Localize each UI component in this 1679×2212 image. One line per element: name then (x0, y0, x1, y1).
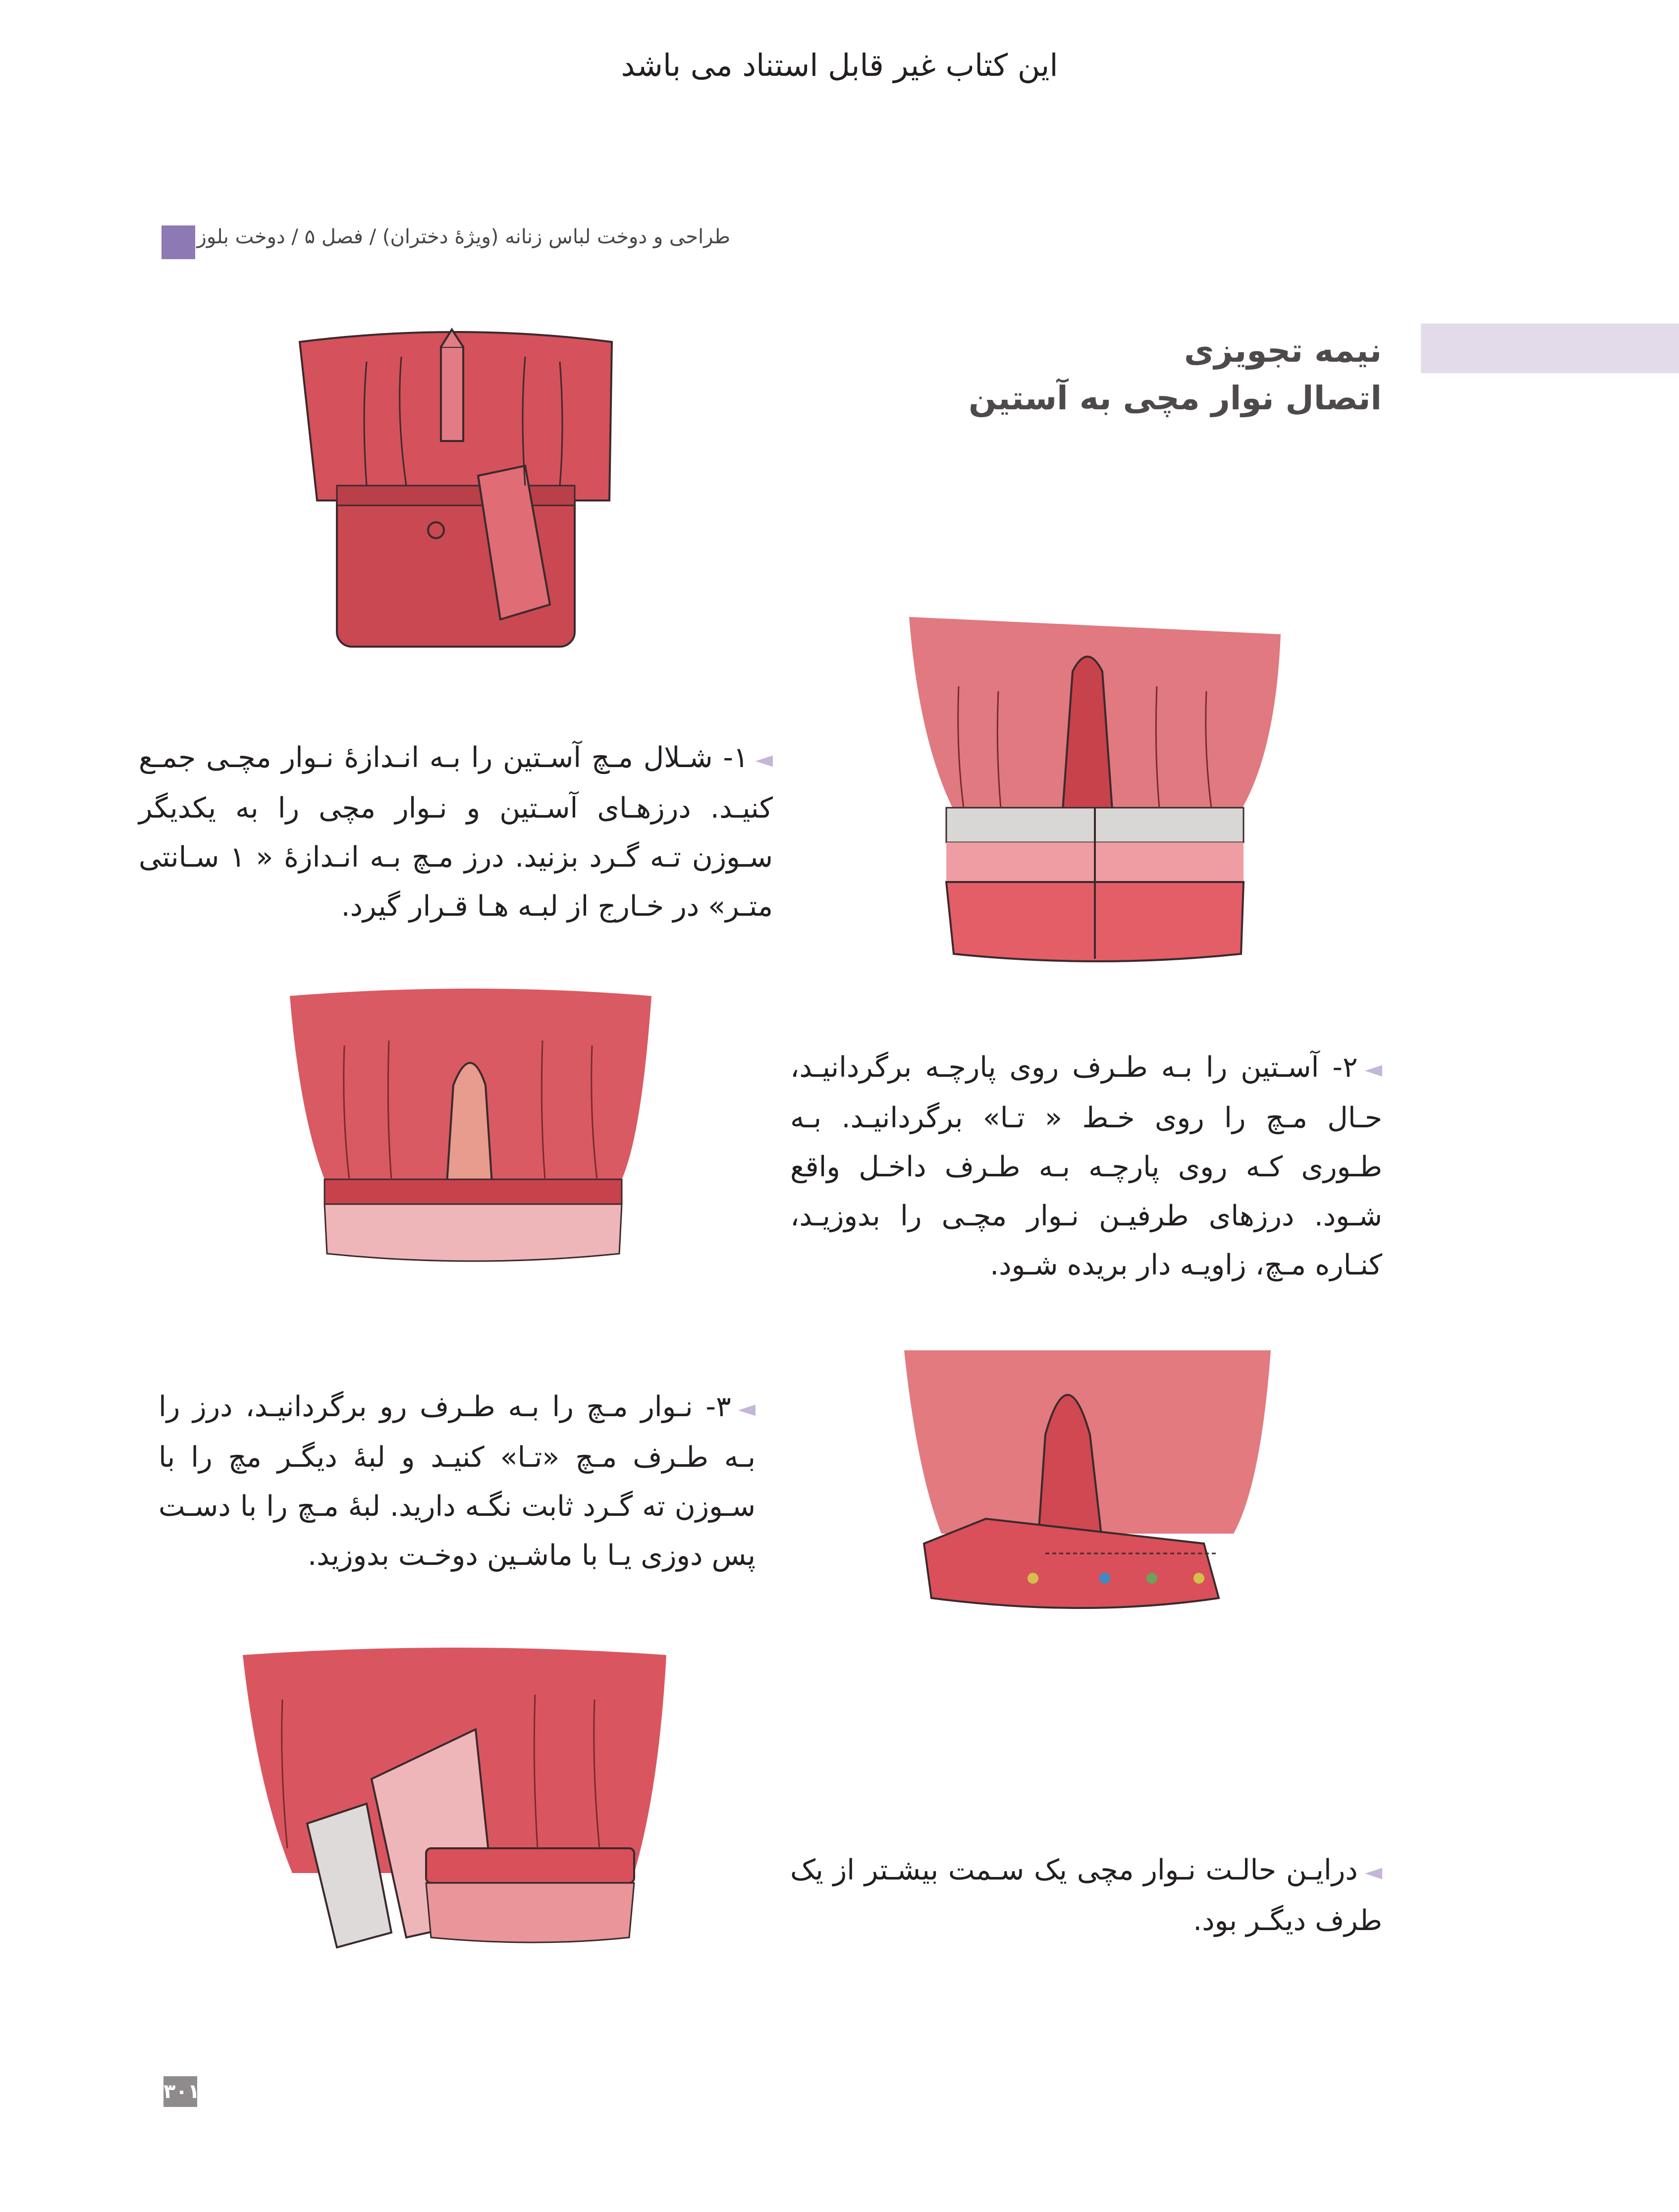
triangle-marker-icon: ◄ (1364, 1858, 1382, 1885)
figure-turned-cuff (285, 986, 661, 1278)
section-title-line2: اتصال نوار مچی به آستین (969, 379, 1382, 417)
section-title-line1: نیمه تجویزی (1184, 332, 1382, 370)
watermark-text: این کتاب غیر قابل استناد می باشد (621, 47, 1058, 83)
running-header: طراحی و دوخت لباس زنانه (ویژۀ دختران) / فصل ۵ / دوخت بلوز (197, 225, 730, 248)
step-1-text: ۱- شـلال مـچ آسـتین را بـه انـدازۀ نـوار مچـی جمـع کنیـد. درزهـای آسـتین و نـوار مچی را به یکدیگر سـوزن تـه گـرد بزنید. درز مـچ بـه انـدازۀ « ۱ سـانتی متـر» در خـارج از لبـه هـا قـرار گیرد. (139, 741, 773, 923)
step-2-paragraph (790, 1043, 1382, 1290)
figure-pinned-cuff (897, 1335, 1278, 1628)
figure-uneven-cuff (238, 1640, 671, 1957)
step-3-text: ۳- نـوار مـچ را بـه طـرف رو برگردانیـد، درز را بـه طـرف مـچ «تـا» کنیـد و لبۀ دیگـر مچ را با سـوزن ته گـرد ثابت نگـه دارید. لبۀ مـچ را با دسـت پس دوزی یـا با ماشـین دوخـت بدوزید. (159, 1390, 756, 1572)
step-2-text: ۲- آسـتین را بـه طـرف روی پارچـه برگردانیـد، حـال مـچ را روی خـط « تـا» برگردانیـد. بـه طـوری کـه روی پارچـه بـه طـرف داخـل واقع شـود. درزهای طرفیـن نـوار مچـی را بدوزیـد، کنـاره مـچ، زاویـه دار بریده شـود. (790, 1051, 1382, 1281)
triangle-marker-icon: ◄ (738, 1395, 756, 1422)
step-3-paragraph (159, 1382, 756, 1580)
step-1-paragraph (139, 733, 773, 931)
section-title (969, 327, 1382, 422)
triangle-marker-icon: ◄ (755, 746, 773, 773)
note-text: درایـن حالـت نـوار مچی یک سـمت بیشـتر از یک طرف دیگـر بود. (790, 1854, 1382, 1937)
header-square-decoration (162, 225, 195, 259)
page-number: ۳۰۱ (163, 2076, 197, 2107)
note-paragraph (790, 1846, 1382, 1945)
figure-cuff-with-placket (292, 327, 619, 652)
side-tab-decoration (1421, 324, 1679, 373)
figure-gathered-sleeve-cuff (899, 612, 1291, 976)
triangle-marker-icon: ◄ (1364, 1055, 1382, 1082)
